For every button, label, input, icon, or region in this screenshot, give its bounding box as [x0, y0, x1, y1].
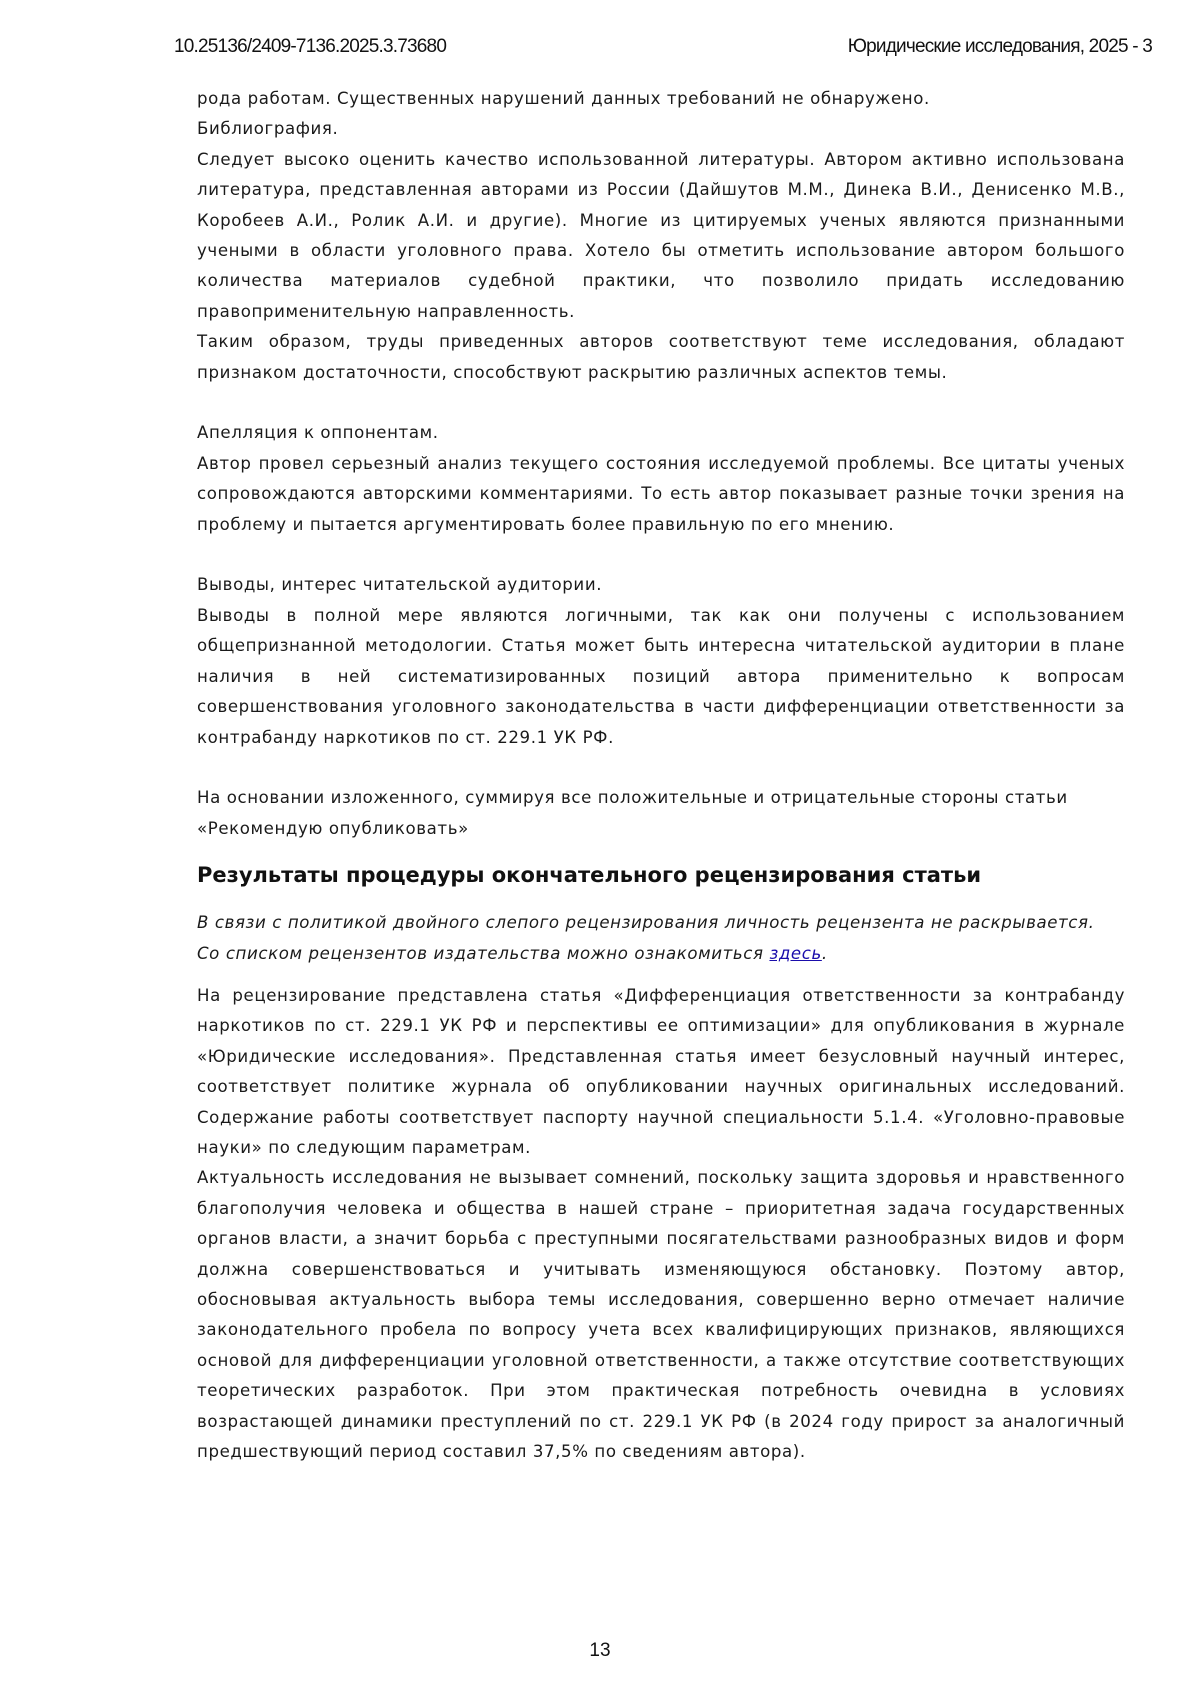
paragraph: Актуальность исследования не вызывает сомнений, поскольку защита здоровья и нравственного благополучия человека и общества в нашей стране – приоритетная задача государственных органов власти, а значит борьба с преступными посягательствами разнообразных видов и форм должна совершенствоваться и учитывать изменяющуюся обстановку. Поэтому автор, обосновывая актуальность выбора темы исследования, совершенно верно отмечает наличие законодательного пробела по вопросу учета всех квалифицирующих признаков, являющихся основой для дифференциации уголовной ответственности, а также отсутствие соответствующих теоретических разработок. При этом практическая потребность очевидна в условиях возрастающей динамики преступлений по ст. 229.1 УК РФ (в 2024 году прирост за аналогичный предшествующий период составил 37,5% по сведениям автора). — [197, 1168, 1125, 1462]
paragraph: рода работам. Существенных нарушений данных требований не обнаружено. — [197, 89, 930, 108]
reviewers-note-text: Со списком рецензентов издательства можно ознакомиться — [197, 943, 770, 963]
paragraph: Автор провел серьезный анализ текущего состояния исследуемой проблемы. Все цитаты ученых сопровождаются авторскими комментариями. То есть автор показывает разные точки зрения на проблему и пытается аргументировать более правильную по его мнению. — [197, 453, 1125, 534]
spacer — [197, 388, 1125, 418]
reviewers-note-end: . — [821, 943, 828, 963]
paragraph: На основании изложенного, суммируя все положительные и отрицательные стороны статьи — [197, 788, 1068, 808]
recommendation: «Рекомендую опубликовать» — [197, 818, 469, 838]
header-journal: Юридические исследования, 2025 - 3 — [847, 36, 1152, 57]
spacer — [197, 540, 1125, 570]
section-heading: Результаты процедуры окончательного рецензирования статьи — [197, 863, 982, 888]
paragraph-subheading: Библиография. — [197, 119, 339, 139]
paragraph-subheading: Выводы, интерес читательской аудитории. — [197, 575, 603, 595]
paragraph-subheading: Апелляция к оппонентам. — [197, 423, 439, 443]
page-number: 13 — [589, 1640, 611, 1661]
page-content — [197, 84, 1125, 1467]
header-doi: 10.25136/2409-7136.2025.3.73680 — [174, 36, 447, 57]
spacer — [197, 969, 1125, 981]
paragraph: На рецензирование представлена статья «Дифференциация ответственности за контрабанду наркотиков по ст. 229.1 УК РФ и перспективы ее оптимизации» для опубликования в журнале «Юридические исследования». Представленная статья имеет безусловный научный интерес, соответствует политике журнала об опубликовании научных оригинальных исследований. Содержание работы соответствует паспорту научной специальности 5.1.4. «Уголовно-правовые науки» по следующим параметрам. — [197, 985, 1125, 1157]
anonymity-note: В связи с политикой двойного слепого рецензирования личность рецензента не раскрывается. — [197, 913, 1095, 933]
reviewers-link[interactable]: здесь — [769, 943, 822, 963]
paragraph: Выводы в полной мере являются логичными, так как они получены с использованием общепризнанной методологии. Статья может быть интересна читательской аудитории в плане наличия в ней систематизированных позиций автора применительно к вопросам совершенствования уголовного законодательства в части дифференциации ответственности за контрабанду наркотиков по ст. 229.1 УК РФ. — [197, 605, 1125, 747]
reviewers-note — [197, 939, 1125, 969]
spacer — [197, 753, 1125, 783]
paragraph: Следует высоко оценить качество использованной литературы. Автором активно использована литература, представленная авторами из России (Дайшутов М.М., Динека В.И., Денисенко М.В., Коробеев А.И., Ролик А.И. и другие). Многие из цитируемых ученых являются признанными учеными в области уголовного права. Хотело бы отметить использование автором большого количества материалов судебной практики, что позволило придать исследованию правоприменительную направленность. — [197, 149, 1125, 321]
paragraph: Таким образом, труды приведенных авторов соответствуют теме исследования, обладают признаком достаточности, способствуют раскрытию различных аспектов темы. — [197, 332, 1125, 382]
